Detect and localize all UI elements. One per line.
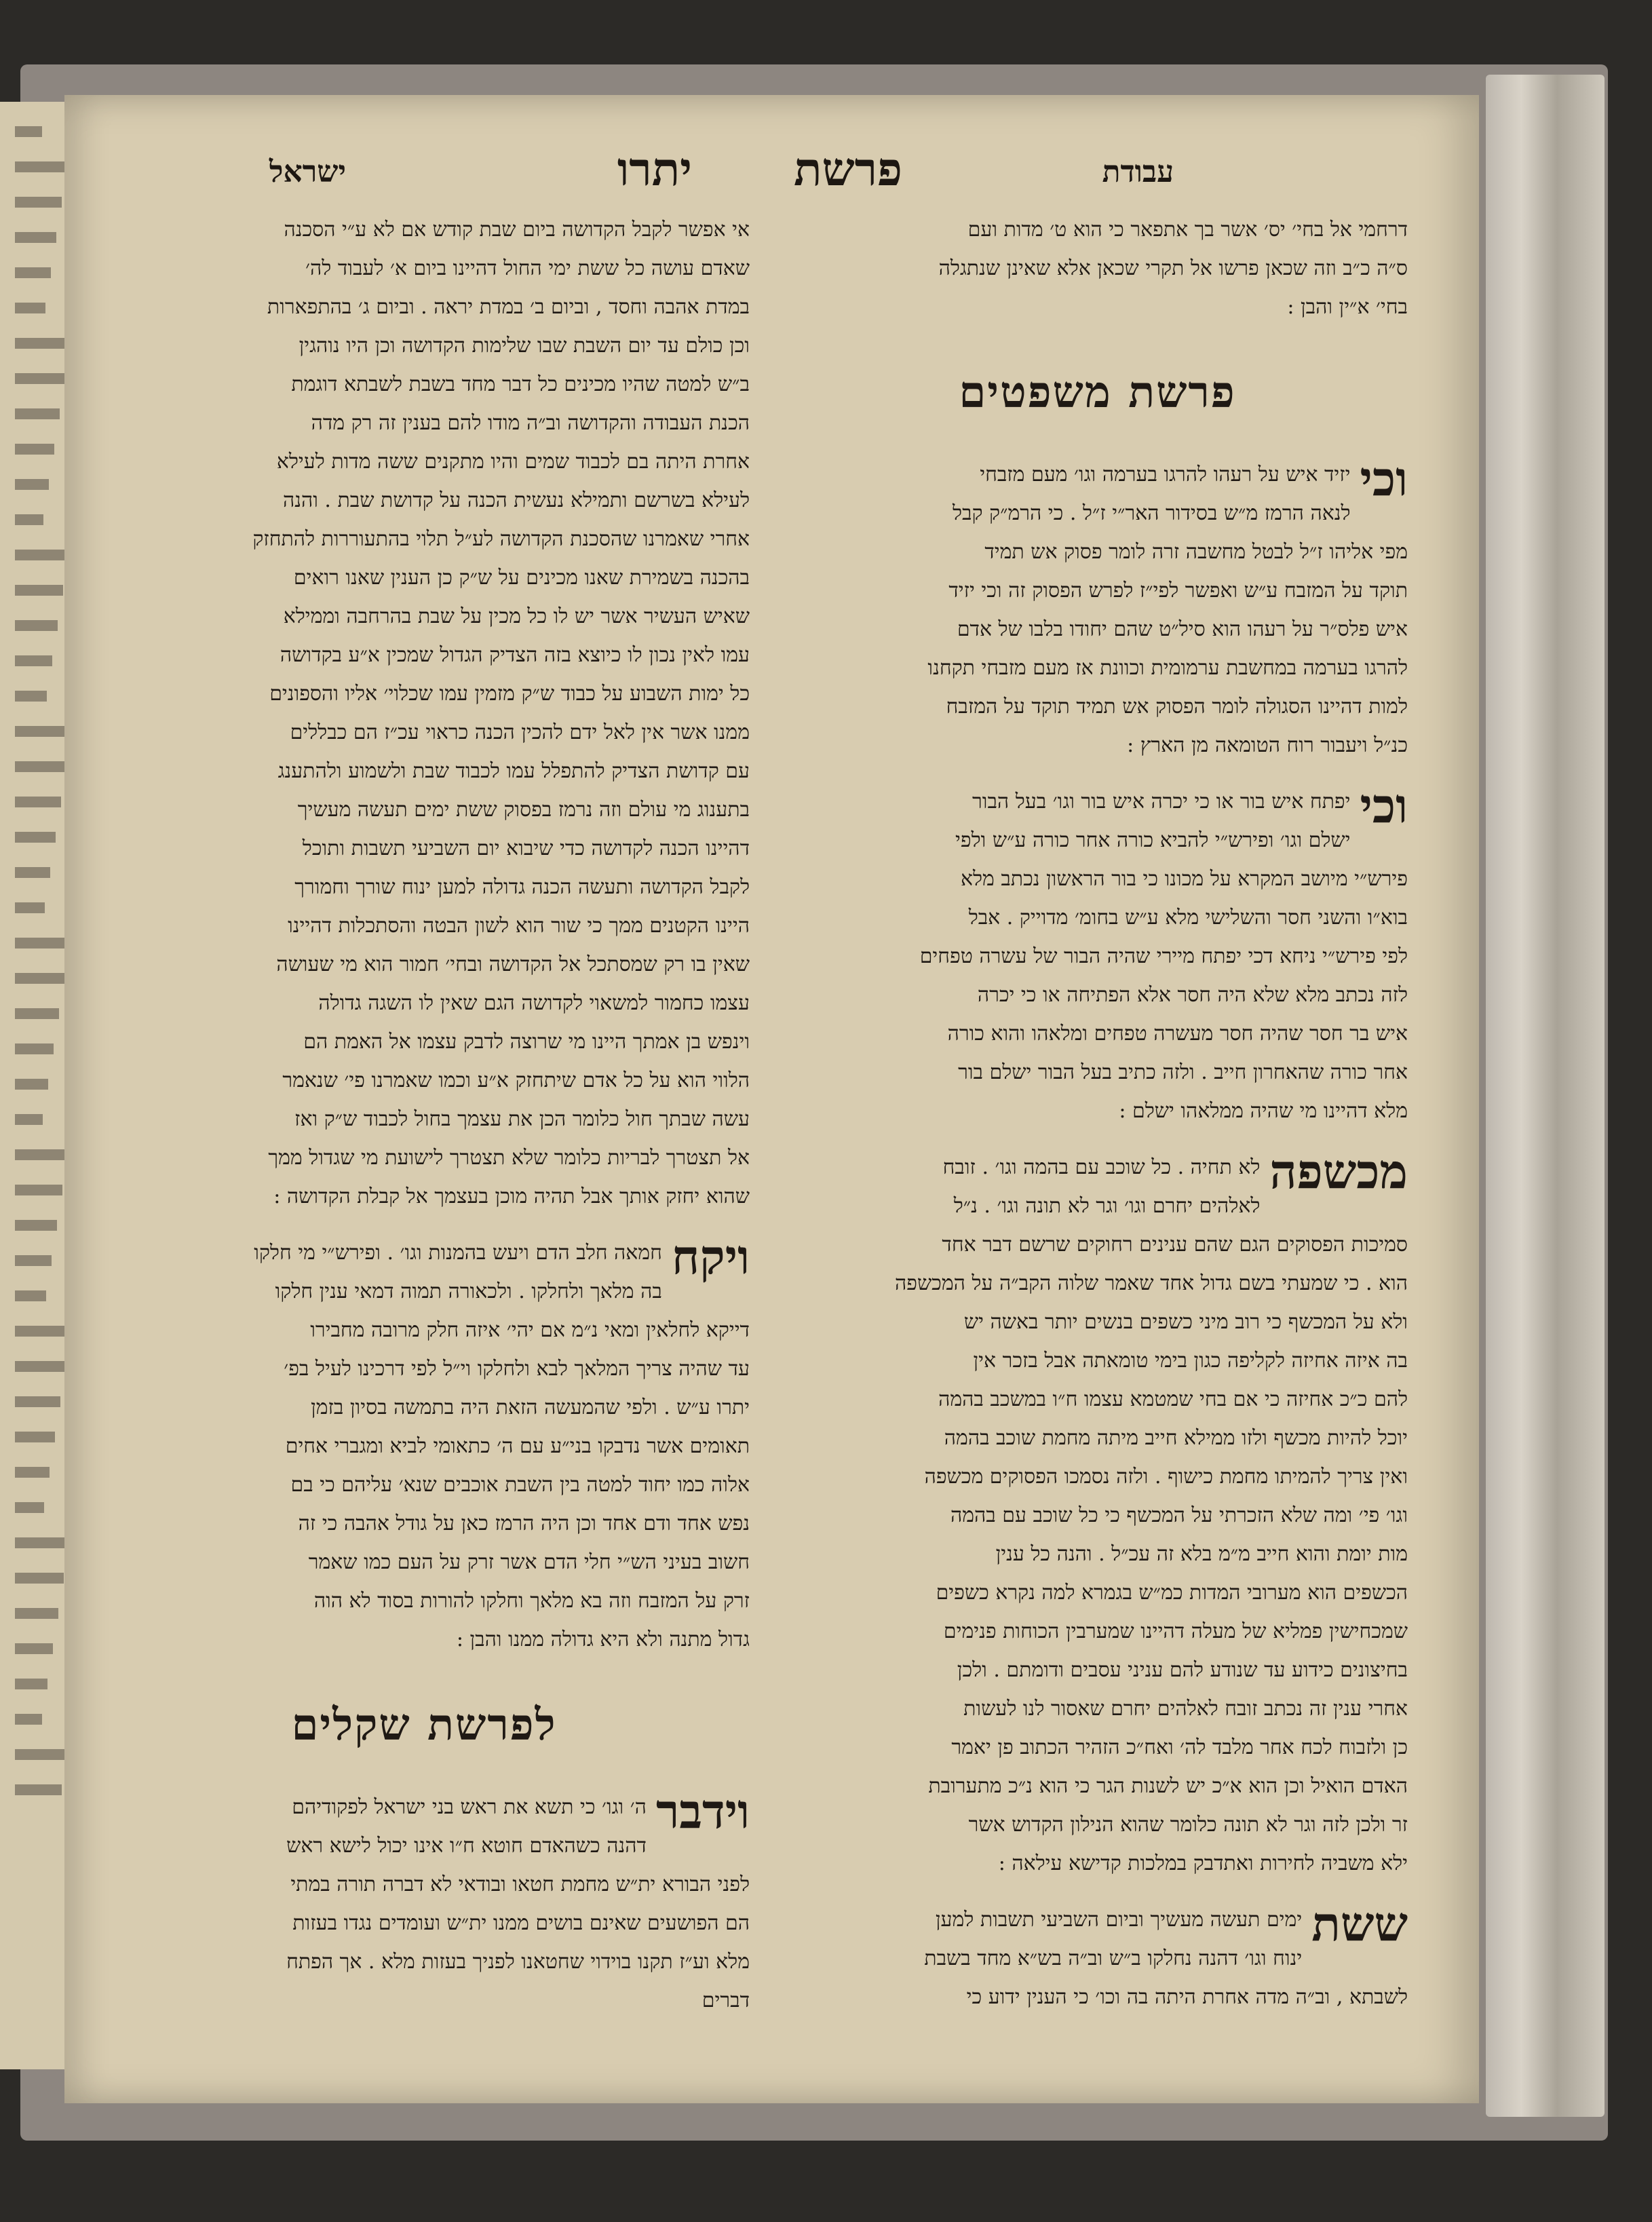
text-line: עמו לאין נכון לו כיוצא בזה הצדיק הגדול שמכין א״ע בקדושה xyxy=(280,643,750,667)
prev-page-text-line xyxy=(15,1220,57,1231)
paragraph xyxy=(787,1143,1408,1883)
text-line: בחיצונים כידוע עד שנודע להם עניני עסבים ודומתם . ולכן xyxy=(957,1658,1408,1682)
header-left-word: עבודת xyxy=(1102,155,1174,189)
text-line: חמאה חלב הדם ויעש בהמנות וגו׳ . ופירש״י מי חלקו xyxy=(254,1241,662,1265)
text-line: ינוח וגו׳ דהנה נחלקו ב״ש וב״ה בש״א מחד בשבת xyxy=(924,1947,1303,1970)
lead-word: וידבר xyxy=(655,1783,750,1839)
prev-page-text-line xyxy=(15,1679,47,1689)
prev-page-text-line xyxy=(15,373,65,384)
text-line: ישלם וגו׳ ופירש״י להביא כורה אחר כורה ע״ש ולפי xyxy=(955,828,1351,852)
prev-page-text-line xyxy=(15,655,52,666)
text-line: לעילא בשרשם ותמילא נעשית הכנה על קדושת שבת . והנה xyxy=(282,489,750,512)
text-line: לפי פירש״י ניחא דכי יפתח מיירי שהיה הבור של עשרה טפחים xyxy=(919,944,1408,968)
text-line: פירש״י מיושב המקרא על מכונו כי בור הראשון נכתב מלא xyxy=(960,867,1408,891)
prev-page-text-line xyxy=(15,303,45,313)
text-line: עשה שבתך חול כלומר הכן את עצמך בחול לכבוד ש״ק ואז xyxy=(294,1107,750,1131)
prev-page-text-line xyxy=(15,232,56,243)
text-line: במדת אהבה וחסד , וביום ב׳ במדת יראה . וביום ג׳ בהתפארות xyxy=(267,295,750,319)
prev-page-text-line xyxy=(15,585,63,596)
text-line: בה איזה אחיזה לקליפה כגון בימי טומאתה אבל בזכר אין xyxy=(973,1349,1408,1373)
prev-page-text-line xyxy=(15,1114,43,1125)
paragraph xyxy=(787,1896,1408,2016)
text-line: תאומים אשר נדבקו בני״ע עם ה׳ כתאומי לביא ומגברי אחים xyxy=(285,1434,750,1458)
lead-word: וכי xyxy=(1360,778,1408,834)
text-line: בחי׳ א״ין והבן : xyxy=(1287,295,1408,319)
text-line: עד שהיה צריך המלאך לבא ולחלקו וי״ל לפי דרכינו לעיל בפ׳ xyxy=(284,1357,750,1381)
header-parsha-name: יתרו xyxy=(617,142,692,197)
prev-page-text-line xyxy=(15,1537,69,1548)
text-line: יזיד איש על רעהו להרגו בערמה וגו׳ מעם מזבחי xyxy=(980,463,1351,486)
text-line: האדם הואיל וכן הוא א״כ יש לשנות הגר כי הוא נ״כ מתערובת xyxy=(928,1774,1408,1798)
text-line: איש בר חסר שהיה חסר מעשרה טפחים ומלאהו והוא כורה xyxy=(947,1022,1408,1046)
text-line: ה׳ וגו׳ כי תשא את ראש בני ישראל לפקודיהם xyxy=(292,1795,647,1819)
text-line: ואין צריך להמיתו מחמת כישוף . ולזה נסמכו הפסוקים מכשפה xyxy=(924,1465,1408,1489)
prev-page-text-line xyxy=(15,797,61,807)
text-line: בה מלאך ולחלקו . ולכאורה תמוה דמאי ענין חלקו xyxy=(275,1280,662,1303)
text-line: דברים xyxy=(702,1989,750,2012)
text-line: ס״ה כ״ב וזה שכאן פרשו אל תקרי שכאן אלא שאינן שנתגלה xyxy=(938,256,1408,280)
prev-page-text-line xyxy=(15,1008,59,1019)
text-line: לאלהים יחרם וגו׳ וגר לא תונה וגו׳ . נ״ל xyxy=(953,1194,1261,1218)
prev-page-text-line xyxy=(15,1714,42,1725)
text-line: עם קדושת הצדיק להתפלל עמו לכבוד שבת ולשמוע ולהתענג xyxy=(277,759,750,783)
prev-page-text-line xyxy=(15,1149,68,1160)
text-line: איש פלס״ר על רעהו הוא סיל״ט שהם יחודו בלבו של אדם xyxy=(957,617,1408,641)
prev-page-text-line xyxy=(15,726,72,737)
text-line: לזה נכתב מלא שלא היה חסר אלא הפתיחה או כי יכרה xyxy=(977,983,1408,1007)
text-line: זרק על המזבח וזה בא מלאך וחלקו להורות בסוד לא הוה xyxy=(313,1589,750,1613)
text-line: תוקד על המזבח ע״ש ואפשר לפי״ז לפרש הפסוק זה וכי יזיד xyxy=(948,579,1408,602)
text-line: כנ״ל ויעבור רוח הטומאה מן הארץ : xyxy=(1127,733,1408,757)
text-line: סמיכות הפסוקים הגם שהם ענינים רחוקים שרשם דבר אחד xyxy=(942,1233,1408,1257)
text-line: ב״ש למטה שהיו מכינים כל דבר מחד בשבת לשבתא דוגמת xyxy=(291,372,750,396)
text-line: דהיינו הכנה לקדושה כדי שיבוא יום השביעי תשבות ותוכל xyxy=(302,837,750,860)
prev-page-text-line xyxy=(15,1573,64,1584)
left-text-column xyxy=(98,210,750,2012)
text-line: אי אפשר לקבל הקדושה ביום שבת קודש אם לא ע״י הסכנה xyxy=(284,218,750,242)
text-line: בתענוג מי עולם וזה נרמז בפסוק ששת ימים תעשה מעשיך xyxy=(297,798,750,822)
text-line: שהוא יחזק אותך אבל תהיה מוכן בעצמך אל קבלת הקדושה : xyxy=(273,1185,750,1208)
paragraph xyxy=(98,1229,750,1659)
prev-page-text-line xyxy=(15,902,45,913)
prev-page-text-line xyxy=(15,1432,55,1442)
prev-page-text-line xyxy=(15,867,50,878)
text-line: דייקא לחלאין ומאי נ״מ אם יהי׳ איזה חלק מרובה מחבירו xyxy=(310,1318,750,1342)
text-line: ולא על המכשף כי רוב מיני כשפים בנשים יותר באשה יש xyxy=(963,1310,1408,1334)
prev-page-text-line xyxy=(15,620,58,631)
text-line: אלוה כמו יחוד למטה בין השבת אוכבים שנא׳ עליהם כי בם xyxy=(290,1473,750,1497)
text-line: הכשפים הוא מערובי המדות כמ״ש בגמרא למה נקרא כשפים xyxy=(936,1581,1408,1605)
text-line: להם כ״כ אחיזה כי אם בחי שמטמא עצמו ח״ו במשכב בהמה xyxy=(938,1387,1408,1411)
text-line: גדול מתנה ולא היא גדולה ממנו והבן : xyxy=(456,1628,750,1651)
prev-page-text-line xyxy=(15,761,66,772)
text-line: ילא משביה לחירות ואתדבק במלכות קדישא עילאה : xyxy=(998,1852,1408,1875)
text-line: לפני הבורא ית״ש מחמת חטאו ובודאי לא דברה תורה במתי xyxy=(290,1873,750,1896)
section-title: פרשת משפטים xyxy=(959,367,1236,418)
prev-page-text-line xyxy=(15,1290,46,1301)
prev-page-text-line xyxy=(15,550,69,560)
text-line: דהנה כשהאדם חוטא ח״ו אינו יכול לישא ראש xyxy=(286,1834,647,1858)
text-line: חשוב בעיני הש״י חלי הדם אשר זרק על העם כמו שאמר xyxy=(308,1550,750,1574)
prev-page-text-line xyxy=(15,1361,66,1372)
text-line: לנאה הרמז מ״ש בסידור האר״י ז״ל . כי הרמ״ק קבל xyxy=(952,501,1351,525)
text-line: נפש אחד ודם אחד וכן היה הרמז כאן על גודל אהבה כי זה xyxy=(298,1512,750,1535)
text-line: אחרי שאמרנו שהסכנת הקדושה לע״ל תלוי בהתעוררות להתחזק xyxy=(252,527,750,551)
text-line: כל ימות השבוע על כבוד ש״ק מזמין עמו שכלוי׳ אליו והספונים xyxy=(269,682,750,706)
prev-page-text-line xyxy=(15,161,67,172)
text-line: הם הפושעים שאינם בושים ממנו ית״ש ועומדים נגדו בעזות xyxy=(292,1911,750,1935)
closing-paragraph xyxy=(98,1783,750,2020)
text-line: שאיש העשיר אשר יש לו כל מכין על שבת בהרחבה וממילא xyxy=(283,605,750,628)
prev-page-text-line xyxy=(15,1749,67,1760)
text-line: יפתח איש בור או כי יכרה איש בור וגו׳ בעל הבור xyxy=(972,790,1351,813)
prev-page-text-line xyxy=(15,514,43,525)
prev-page-text-line xyxy=(15,126,42,137)
text-line: מלא וע״ז תקנו בוידוי שחטאנו לפניך בעזות מלא . אך הפתח xyxy=(286,1950,750,1974)
text-line: הלווי הוא על כל אדם שיתחזק א״ע וכמו שאמרנו פי׳ שנאמר xyxy=(282,1069,750,1092)
lead-word: וכי xyxy=(1360,451,1408,507)
right-text-column xyxy=(787,210,1408,2009)
text-line: מלא דהיינו מי שהיה ממלאהו ישלם : xyxy=(1119,1099,1408,1123)
text-line: למות דהיינו הסגולה לומר הפסוק אש תמיד תוקד על המזבח xyxy=(946,695,1408,719)
text-line: בהכנה בשמירת שאנו מכינים על ש״ק כן הענין שאנו רואים xyxy=(293,566,750,590)
text-line: שמכחישין פמליא של מעלה דהיינו שמערבין הכוחות פנימים xyxy=(943,1620,1408,1643)
text-line: יוכל להיות מכשף ולזו ממילא חייב מיתה מחמת שוכב בהמה xyxy=(944,1426,1408,1450)
text-line: אל תצטרך לבריות כלומר שלא תצטרך לישועת מי שגדול ממך xyxy=(268,1146,750,1170)
prev-page-text-line xyxy=(15,1185,62,1195)
text-line: אחרת היתה בם לכבוד שמים והיו מתקנים ששה מדות לעילא xyxy=(276,450,750,474)
prev-page-text-line xyxy=(15,1784,62,1795)
prev-page-text-line xyxy=(15,1608,58,1619)
running-header xyxy=(153,142,1404,204)
prev-page-text-line xyxy=(15,338,71,349)
text-line: מות יומת והוא חייב מ״מ בלא זה עכ״ל . והנה כל ענין xyxy=(995,1542,1408,1566)
text-line: הוא . כי שמעתי בשם גדול אחד שאמר שלוה הקב״ה על המכשפה xyxy=(894,1271,1408,1295)
prev-page-text-line xyxy=(15,267,51,278)
prev-page-text-line xyxy=(15,691,47,702)
text-line: לקבל הקדושה ותעשה הכנה גדולה למען ינוח שורך וחמורך xyxy=(294,875,750,899)
prev-page-text-line xyxy=(15,938,70,949)
prev-page-text-line xyxy=(15,1396,60,1407)
text-line: וינפש בן אמתך היינו מי שרוצה לדבק עצמו אל האמת הם xyxy=(303,1030,750,1054)
text-line: להרגו בערמה במחשבת ערמומית וכוונת אז מעם מזבחי תקחנו xyxy=(927,656,1408,680)
text-line: דרחמי אל בחי׳ יס׳ אשר בך אתפאר כי הוא ט׳ מדות ועם xyxy=(967,218,1408,242)
lead-word: ששת xyxy=(1311,1896,1408,1952)
prev-page-text-line xyxy=(15,1467,50,1478)
text-line: בוא״ו והשני חסר והשלישי מלא ע״ש בחומ׳ מדוייק . אבל xyxy=(968,906,1408,930)
intro-paragraph xyxy=(787,210,1408,326)
prev-page-text-line xyxy=(15,1255,52,1266)
prev-page-text-line xyxy=(15,1502,44,1513)
text-line: לא תחיה . כל שוכב עם בהמה וגו׳ . זובח xyxy=(942,1155,1261,1179)
prev-page-text-line xyxy=(15,408,60,419)
text-line: יתרו ע״ש . ולפי שהמעשה הזאת היה בתמשה בסיון בזמן xyxy=(311,1396,750,1419)
prev-page-text-line xyxy=(15,1079,48,1090)
intro-paragraph xyxy=(98,210,750,1216)
text-line: לשבתא , וב״ה מדה אחרת היתה בה וכו׳ כי הענין ידוע כי xyxy=(966,1985,1408,2009)
book-page xyxy=(64,95,1479,2103)
paragraph xyxy=(787,778,1408,1130)
text-line: מפי אליהו ז״ל לבטל מחשבה זרה לומר פסוק אש תמיד xyxy=(984,540,1408,564)
lead-word: ויקח xyxy=(671,1229,750,1285)
prev-page-text-line xyxy=(15,444,54,455)
text-line: זר ולכן לזה וגר לא תונה כלומר שהוא הנילון הקדוש אשר xyxy=(968,1813,1408,1837)
text-line: אחר כורה שהאחרון חייב . ולזה כתיב בעל הבור ישלם בור xyxy=(958,1060,1408,1084)
text-line: וגו׳ פי׳ ומה שלא הזכרתי על המכשף כי כל שוכב עם בהמה xyxy=(950,1503,1408,1527)
text-line: וכן כולם עד יום השבת שבו שלימות הקדושה וכן היו נוהגין xyxy=(299,334,750,358)
text-line: ימים תעשה מעשיך וביום השביעי תשבות למען xyxy=(935,1908,1303,1932)
paragraph xyxy=(787,451,1408,765)
prev-page-text-line xyxy=(15,973,64,984)
header-right-word: ישראל xyxy=(269,155,346,189)
prev-page-text-line xyxy=(15,832,56,843)
text-line: ממנו אשר אין לאל ידם להכין הכנה כראוי עכ״ז הם כבללים xyxy=(290,721,750,744)
text-line: היינו הקטנים ממך כי שור הוא לשון הבטה והסתכלות דהיינו xyxy=(288,914,750,938)
text-line: שאין בו רק שמסתכל אל הקדושה ובחי׳ חמור הוא מי שעושה xyxy=(276,953,750,976)
prev-page-text-line xyxy=(15,1643,53,1654)
text-line: עצמו כחמור למשאוי לקדושה הגם שאין לו השגה גדולה xyxy=(318,991,750,1015)
prev-page-text-line xyxy=(15,479,49,490)
text-line: אחרי ענין זה נכתב זובח לאלהים יחרם שאסור לנו לעשות xyxy=(963,1697,1408,1721)
prev-page-text-line xyxy=(15,1043,54,1054)
text-line: כן ולזבוח לכח אחר מלבד לה׳ ואח״כ הזהיר הכתוב פן יאמר xyxy=(951,1736,1408,1759)
lead-word: מכשפה xyxy=(1269,1143,1408,1200)
text-line: שאדם עושה כל ששת ימי החול דהיינו ביום א׳ לעבוד לה׳ xyxy=(305,256,750,280)
text-line: הכנת העבודה והקדושה וב״ה מודו להם בענין זה רק מדה xyxy=(311,411,750,435)
prev-page-text-line xyxy=(15,197,62,208)
section-title: לפרשת שקלים xyxy=(291,1700,557,1750)
page-edges xyxy=(1486,75,1605,2117)
header-parsha-label: פרשת xyxy=(793,142,902,197)
prev-page-text-line xyxy=(15,1326,71,1337)
